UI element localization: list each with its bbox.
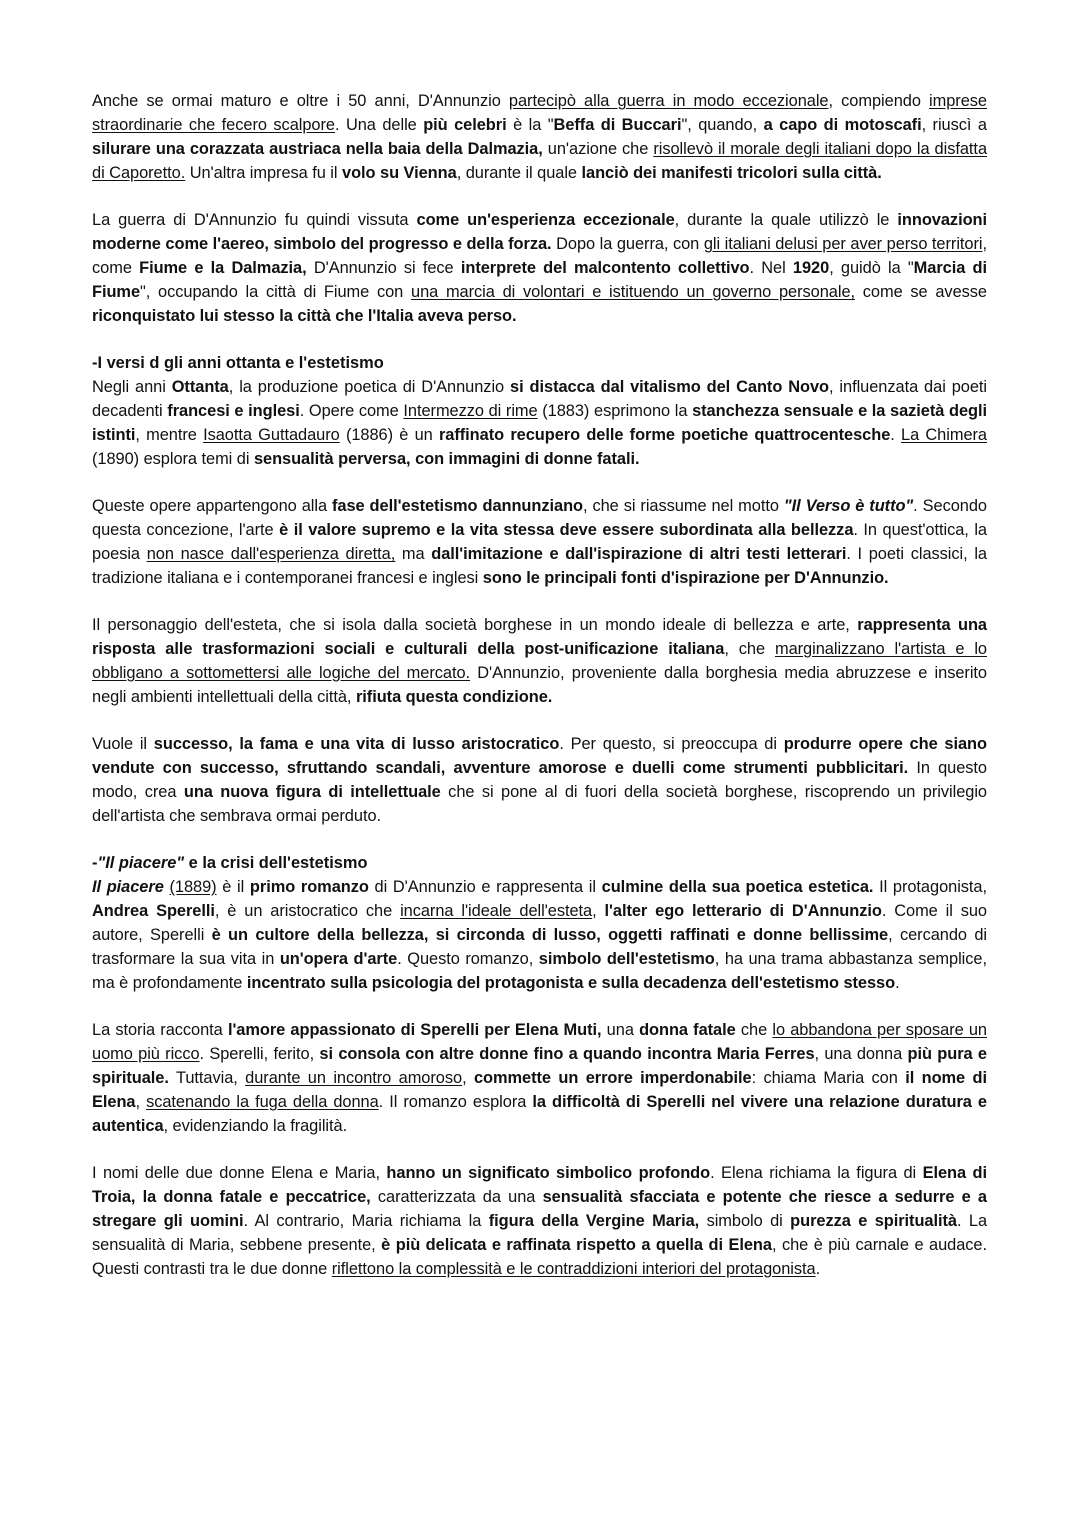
bold-text: Marcia di Fiume <box>92 259 987 301</box>
bold-text: purezza e spiritualità <box>790 1212 957 1230</box>
text-run: , influenzata dai poeti decadenti <box>92 378 987 420</box>
text-run: Tuttavia, <box>168 1069 246 1087</box>
text-run: ma <box>395 545 432 563</box>
text-run: , ha una trama abbastanza semplice, ma è profondamente <box>92 950 987 992</box>
bold-text: la difficoltà di Sperelli nel vivere una relazione duratura e autentica <box>92 1093 987 1135</box>
underlined-text: gli italiani delusi per aver perso territori <box>703 235 983 253</box>
text-run: è il <box>216 878 250 896</box>
text-run: . Il romanzo esplora <box>378 1093 533 1111</box>
bold-text: rappresenta una risposta alle trasformazioni sociali e culturali della post-unificazione italiana <box>92 616 987 658</box>
underlined-text: incarna l'ideale dell'esteta <box>400 902 593 920</box>
underlined-text: (1889) <box>169 878 217 896</box>
text-run: , <box>135 1093 147 1111</box>
text-run: . I poeti classici, la tradizione italiana e i contemporanei francesi e inglesi <box>92 545 987 587</box>
text-run: , evidenziando la fragilità. <box>163 1117 348 1135</box>
text-run: , guidò la " <box>829 259 914 277</box>
bold-text: a capo di motoscafi <box>763 116 922 134</box>
text-run: di D'Annunzio e rappresenta il <box>368 878 602 896</box>
bold-text: stanchezza sensuale e la sazietà degli istinti <box>92 402 988 444</box>
text-run: . Secondo questa concezione, l'arte <box>92 497 987 539</box>
text-run: Un'altra impresa fu il <box>185 164 342 182</box>
text-run: . <box>815 1260 821 1278</box>
text-run: . Questo romanzo, <box>397 950 539 968</box>
bold-text: primo romanzo <box>249 878 369 896</box>
bold-text: un'opera d'arte <box>279 950 398 968</box>
bold-text: più pura e spirituale. <box>92 1045 987 1087</box>
bold-text: è il valore supremo e la vita stessa deve essere subordinata alla bellezza <box>279 521 854 539</box>
text-run: (1890) esplora temi di <box>92 450 254 468</box>
underlined-text: lo abbandona per sposare un uomo più ricco <box>92 1021 987 1063</box>
bold-text: figura della Vergine Maria, <box>488 1212 700 1230</box>
text-run: . Opere come <box>299 402 404 420</box>
section-heading <box>92 351 987 375</box>
text-run: caratterizzata da una <box>370 1188 543 1206</box>
text-run: . Elena richiama la figura di <box>710 1164 923 1182</box>
bold-text: il nome di Elena <box>92 1069 987 1111</box>
bold-text: e la crisi dell'estetismo <box>184 854 368 872</box>
bold-italic-text: "Il Verso è tutto" <box>783 497 914 515</box>
text-run: : chiama Maria con <box>751 1069 906 1087</box>
underlined-text: una marcia di volontari e istituendo un governo personale, <box>411 283 856 301</box>
text-run: Vuole il <box>92 735 154 753</box>
bold-text: hanno un significato simbolico profondo <box>386 1164 711 1182</box>
text-run: Anche se ormai maturo e oltre i 50 anni, D'Annunzio <box>92 92 509 110</box>
bold-text: - <box>92 854 98 872</box>
bold-text: francesi e inglesi <box>167 402 300 420</box>
bold-text: volo su Vienna <box>342 164 457 182</box>
bold-text: culmine della sua poetica estetica. <box>601 878 874 896</box>
underlined-text: Isaotta Guttadauro <box>203 426 340 444</box>
bold-text: più celebri <box>423 116 507 134</box>
text-run: come se avesse <box>855 283 987 301</box>
text-run: (1883) esprimono la <box>537 402 693 420</box>
text-run: , che è più carnale e audace. Questi contrasti tra le due donne <box>92 1236 988 1278</box>
text-run: . La sensualità di Maria, sebbene presente, <box>92 1212 988 1254</box>
text-run: . Per questo, si preoccupa di <box>559 735 784 753</box>
text-run: D'Annunzio, proveniente dalla borghesia media abruzzese e inserito negli ambienti intellettuali della città, <box>92 664 987 706</box>
text-run: . Come il suo autore, Sperelli <box>92 902 988 944</box>
bold-text: Andrea Sperelli <box>92 902 215 920</box>
text-run: . Sperelli, ferito, <box>199 1045 320 1063</box>
underlined-text: risollevò il morale degli italiani dopo la disfatta di Caporetto. <box>92 140 988 182</box>
body-paragraph <box>92 875 987 995</box>
bold-text: Fiume e la Dalmazia, <box>139 259 307 277</box>
bold-text: è un cultore della bellezza, si circonda di lusso, oggetti raffinati e donne bellissime <box>211 926 889 944</box>
text-run: (1886) è un <box>339 426 439 444</box>
bold-italic-text: Il piacere <box>92 878 164 896</box>
body-paragraph <box>92 494 987 590</box>
body-paragraph <box>92 375 987 471</box>
text-run: La guerra di D'Annunzio fu quindi vissuta <box>92 211 417 229</box>
text-run: , cercando di trasformare la sua vita in <box>92 926 987 968</box>
bold-text: interprete del malcontento collettivo <box>460 259 750 277</box>
body-paragraph <box>92 1161 987 1281</box>
section-heading <box>92 851 987 875</box>
text-run: . Nel <box>749 259 793 277</box>
bold-text: Ottanta <box>171 378 229 396</box>
bold-text: silurare una corazzata austriaca nella baia della Dalmazia, <box>92 140 543 158</box>
body-paragraph <box>92 89 987 185</box>
bold-text: lanciò dei manifesti tricolori sulla città. <box>581 164 882 182</box>
text-run: , è un aristocratico che <box>214 902 401 920</box>
text-run: Queste opere appartengono alla <box>92 497 332 515</box>
text-run: , mentre <box>135 426 204 444</box>
text-run: , durante la quale utilizzò le <box>674 211 898 229</box>
body-paragraph <box>92 1018 987 1138</box>
bold-text: produrre opere che siano vendute con successo, sfruttando scandali, avventure amorose e duelli come strumenti pubblicitari. <box>92 735 987 777</box>
bold-text: riconquistato lui stesso la città che l'Italia aveva perso. <box>92 307 517 325</box>
text-run: . Al contrario, Maria richiama la <box>243 1212 489 1230</box>
bold-text: si distacca dal vitalismo del Canto Novo <box>510 378 829 396</box>
text-run: che <box>735 1021 773 1039</box>
text-run: . In quest'ottica, la poesia <box>92 521 987 563</box>
bold-text: successo, la fama e una vita di lusso aristocratico <box>153 735 560 753</box>
underlined-text: scatenando la fuga della donna <box>146 1093 379 1111</box>
text-run: In questo modo, crea <box>92 759 987 801</box>
bold-text: 1920 <box>792 259 830 277</box>
text-run: è la " <box>506 116 554 134</box>
text-run: Negli anni <box>92 378 172 396</box>
bold-text: donna fatale <box>639 1021 736 1039</box>
text-run: I nomi delle due donne Elena e Maria, <box>92 1164 387 1182</box>
bold-text: è più delicata e raffinata rispetto a quella di Elena <box>381 1236 772 1254</box>
bold-text: si consola con altre donne fino a quando incontra Maria Ferres <box>319 1045 815 1063</box>
text-run: una <box>601 1021 640 1039</box>
bold-text: l'amore appassionato di Sperelli per Elena Muti, <box>227 1021 602 1039</box>
underlined-text: Intermezzo di rime <box>403 402 538 420</box>
bold-text: raffinato recupero delle forme poetiche quattrocentesche <box>438 426 891 444</box>
bold-text: come un'esperienza eccezionale <box>416 211 675 229</box>
underlined-text: La Chimera <box>901 426 987 444</box>
bold-text: simbolo dell'estetismo <box>538 950 715 968</box>
text-run: D'Annunzio si fece <box>306 259 461 277</box>
text-run: Dopo la guerra, con <box>551 235 704 253</box>
bold-text: sono le principali fonti d'ispirazione per D'Annunzio. <box>482 569 889 587</box>
bold-text: commette un errore imperdonabile <box>473 1069 752 1087</box>
text-run: , <box>592 902 605 920</box>
bold-text: una nuova figura di intellettuale <box>183 783 441 801</box>
bold-text: dall'imitazione e dall'ispirazione di altri testi letterari <box>431 545 847 563</box>
underlined-text: non nasce dall'esperienza diretta, <box>146 545 396 563</box>
text-run: , come <box>92 235 987 277</box>
text-run: . <box>890 426 902 444</box>
bold-text: rifiuta questa condizione. <box>355 688 553 706</box>
text-run: un'azione che <box>542 140 654 158</box>
bold-text: fase dell'estetismo dannunziano <box>331 497 583 515</box>
text-run: simbolo di <box>699 1212 791 1230</box>
underlined-text: imprese straordinarie che fecero scalpore <box>92 92 987 134</box>
body-paragraph <box>92 732 987 828</box>
text-run: . <box>895 974 900 992</box>
text-run: La storia racconta <box>92 1021 228 1039</box>
bold-italic-text: "Il piacere" <box>97 854 185 872</box>
text-run: Il personaggio dell'esteta, che si isola dalla società borghese in un mondo ideale di bellezza e arte, <box>92 616 858 634</box>
bold-text: -I versi d gli anni ottanta e l'estetismo <box>92 354 384 372</box>
bold-text: innovazioni moderne come l'aereo, simbolo del progresso e della forza. <box>92 211 988 253</box>
underlined-text: marginalizzano l'artista e lo obbligano a sottomettersi alle logiche del mercato. <box>92 640 987 682</box>
underlined-text: riflettono la complessità e le contraddizioni interiori del protagonista <box>331 1260 816 1278</box>
text-run: , la produzione poetica di D'Annunzio <box>228 378 511 396</box>
text-run: ", quando, <box>681 116 764 134</box>
bold-text: l'alter ego letterario di D'Annunzio <box>604 902 882 920</box>
bold-text: Beffa di Buccari <box>553 116 682 134</box>
body-paragraph <box>92 208 987 328</box>
text-run: , <box>462 1069 474 1087</box>
bold-text: sensualità sfacciata e potente che riesce a sedurre e a stregare gli uomini <box>92 1188 987 1230</box>
bold-text: Elena di Troia, la donna fatale e peccatrice, <box>92 1164 988 1206</box>
bold-text: incentrato sulla psicologia del protagonista e sulla decadenza dell'estetismo stesso <box>246 974 896 992</box>
text-run: , durante il quale <box>456 164 582 182</box>
underlined-text: partecipò alla guerra in modo eccezionale <box>508 92 829 110</box>
text-run: , che si riassume nel motto <box>583 497 784 515</box>
text-run: che si pone al di fuori della società borghese, riscoprendo un privilegio dell'artista che sembrava ormai perduto. <box>92 783 987 825</box>
document-page <box>92 89 987 1304</box>
text-run: , riuscì a <box>921 116 987 134</box>
text-run: ", occupando la città di Fiume con <box>140 283 411 301</box>
body-paragraph <box>92 613 987 709</box>
bold-text: sensualità perversa, con immagini di donne fatali. <box>253 450 640 468</box>
text-run: , compiendo <box>828 92 930 110</box>
text-run: , che <box>724 640 775 658</box>
text-run: , una donna <box>814 1045 908 1063</box>
underlined-text: durante un incontro amoroso <box>245 1069 463 1087</box>
text-run: . Una delle <box>334 116 424 134</box>
text-run: Il protagonista, <box>873 878 988 896</box>
